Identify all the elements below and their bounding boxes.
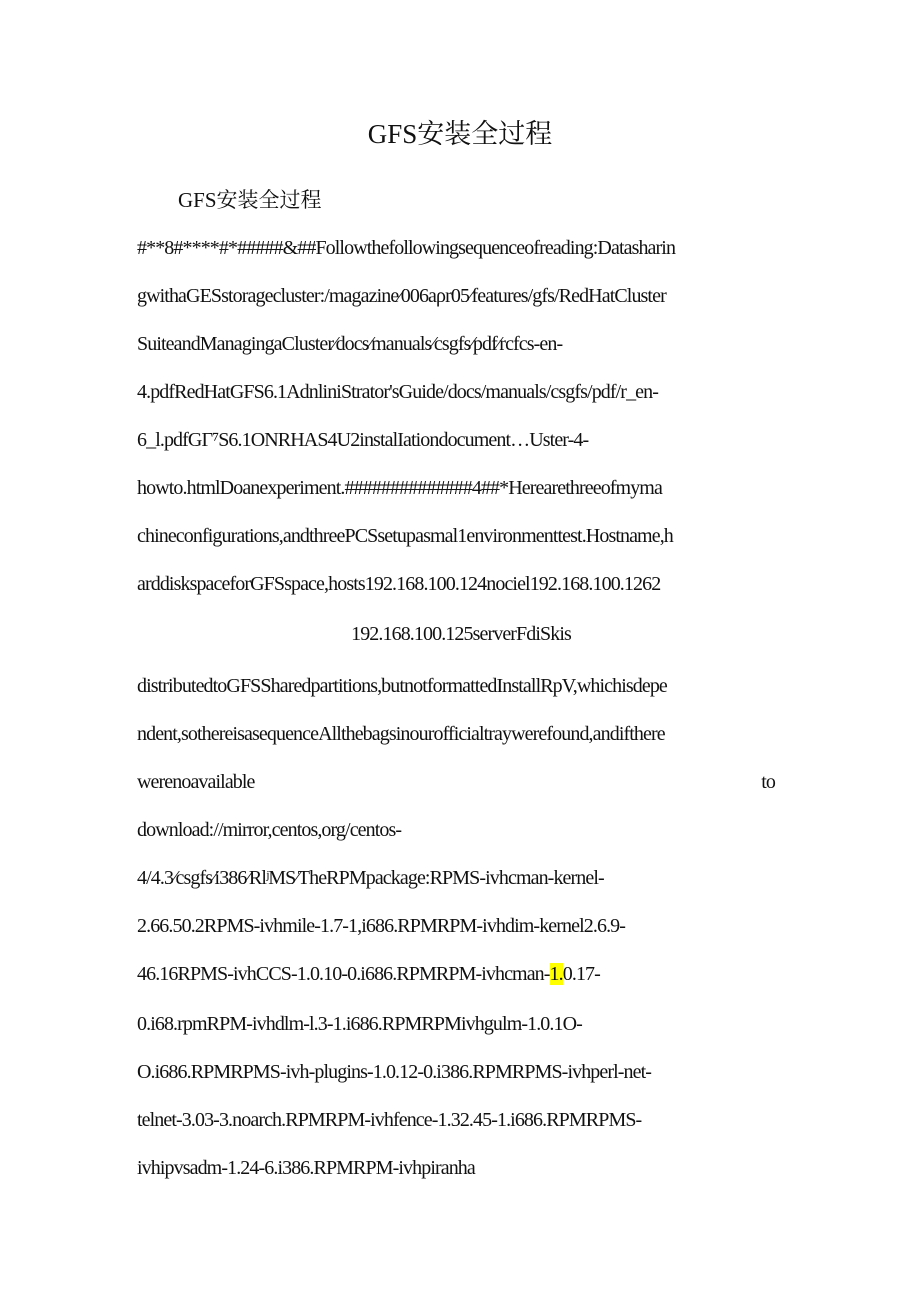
text-line-justified (137, 768, 785, 796)
text-line: download://mirror,centos,org/centos- (137, 819, 402, 841)
text-line: O.i686.RPMRPMS-ivh-plugins-1.0.12-0.i386.RPMRPMS-ivhperl-net- (137, 1061, 652, 1083)
text-line: arddiskspaceforGFSspace,hosts192.168.100.124nociel192.168.100.1262 (137, 573, 661, 595)
text-line: distributedtoGFSSharedpartitions,butnotformattedInstallRpV,whichisdepe (137, 675, 667, 697)
text-line: telnet-3.03-3.noarch.RPMRPM-ivhfence-1.32.45-1.i686.RPMRPMS- (137, 1109, 642, 1131)
text-line-left: werenoavailable (137, 771, 255, 793)
text-line: 2.66.50.2RPMS-ivhmile-1.7-1,i686.RPMRPM-ivhdim-kernel2.6.9- (137, 915, 626, 937)
page-title: GFS安装全过程 (367, 119, 553, 149)
text-line: 4/4.3⁄csgfs⁄i386⁄RlʲMS⁄TheRPMpackage:RPMS-ivhcman-kernel- (137, 867, 604, 889)
text-line-centered: 192.168.100.125serverFdiSkis (351, 623, 571, 645)
text-line: 0.i68.rpmRPM-ivhdlm-l.3-1.i686.RPMRPMivhgulm-1.0.1O- (137, 1013, 582, 1035)
text-line: ndent,sothereisasequenceAllthebagsinourofficialtraywerefound,andifthere (137, 723, 665, 745)
text-line: gwithaGESstoragecluster:/magazine⁄006aρr05⁄features/gfs/RedHatCluster (137, 285, 666, 307)
text-line: howto.htmlDoanexperiment.##############4##*Herearethreeofmyma (137, 477, 662, 499)
text-before-highlight: 46.16RPMS-ivhCCS-1.0.10-0.i686.RPMRPM-ivhcman- (137, 963, 550, 985)
text-line-highlighted (137, 960, 785, 988)
highlighted-text: 1. (549, 963, 563, 985)
text-line: ivhipvsadm-1.24-6.i386.RPMRPM-ivhpiranha (137, 1157, 475, 1179)
section-heading: GFS安装全过程 (178, 188, 322, 212)
text-line: SuiteandManagingaCluster⁄docs⁄manuals⁄csgfs⁄pdf⁄rcfcs-en- (137, 333, 563, 355)
text-line: chineconfigurations,andthreePCSsetupasmal1environmenttest.Hostname,h (137, 525, 673, 547)
text-line: #**8#****#*#####&##Followthefollowingsequenceofreading:Datasharin (137, 237, 676, 259)
text-line: 4.pdfRedHatGFS6.1AdnliniStrator'sGuide/docs/manuals/csgfs/pdf/r_en- (137, 381, 659, 403)
text-line: 6_l.pdfGΓ⁷S6.1ONRHAS4U2instalIationdocument…Uster-4- (137, 429, 589, 451)
text-line-right: to (761, 771, 775, 793)
text-after-highlight: 0.17- (562, 963, 600, 985)
